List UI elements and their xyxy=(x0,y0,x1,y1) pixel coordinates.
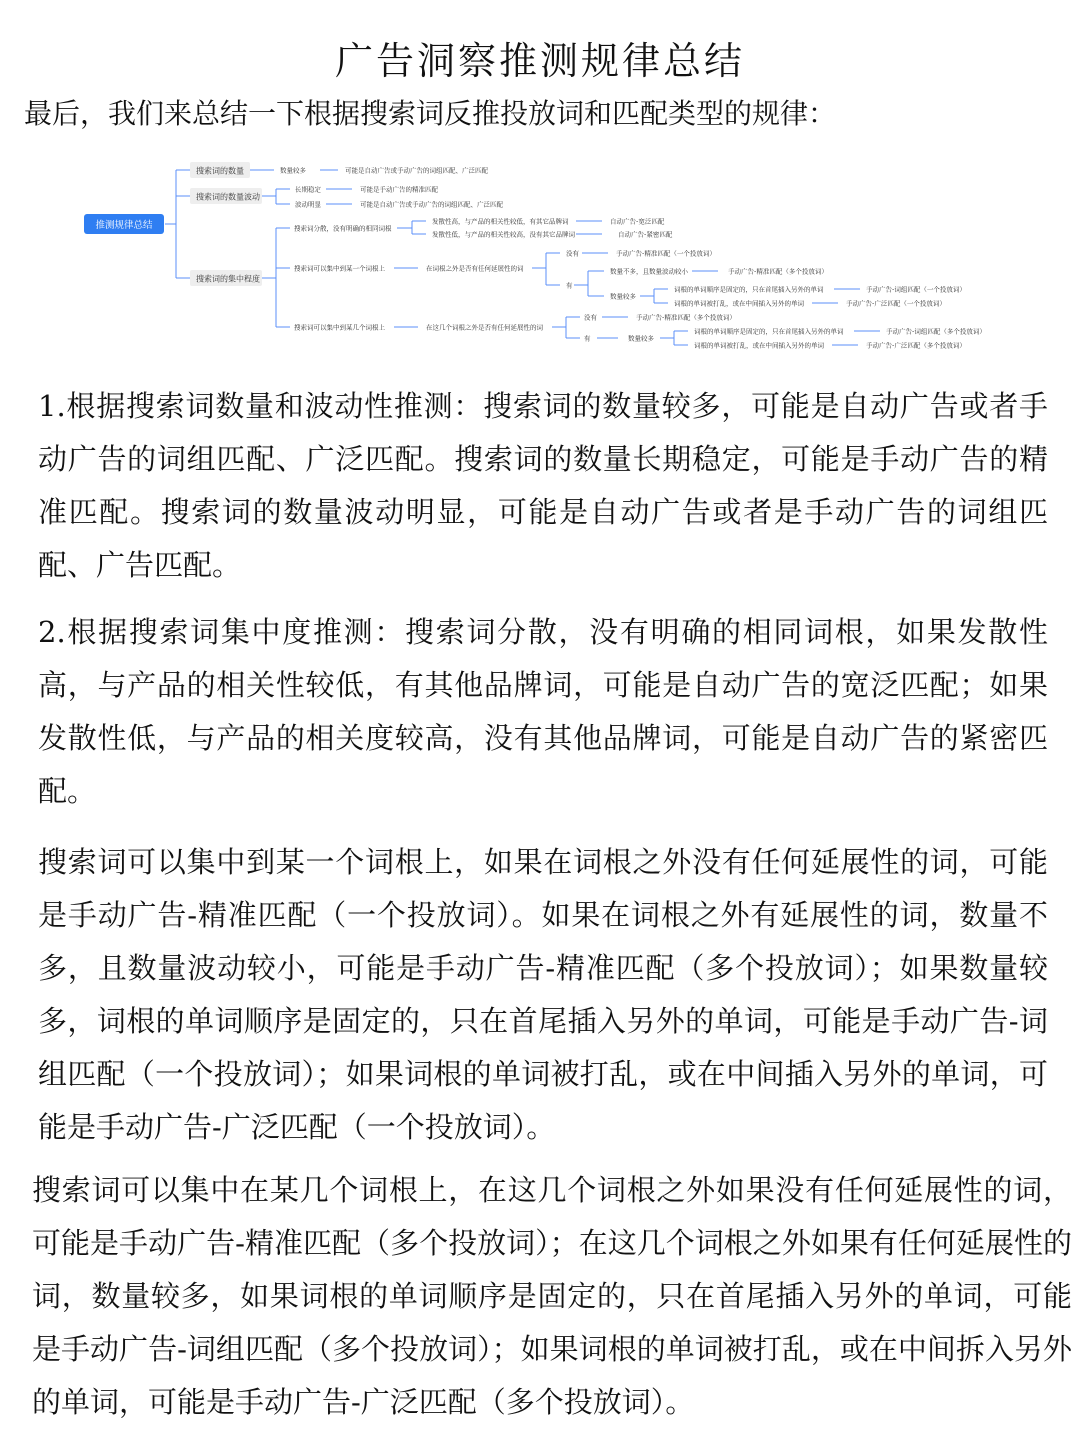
mindmap-b2-c2: 波动明显 xyxy=(295,200,321,209)
paragraph-3: 搜索词可以集中到某一个词根上，如果在词根之外没有任何延展性的词，可能是手动广告-精准匹配（一个投放词）。如果在词根之外有延展性的词，数量不多，且数量波动较小，可能是手动广告-精准匹配（多个投放词）；如果数量较多，词根的单词顺序是固定的，只在首尾插入另外的单词，可能是手动广告-词组匹配（一个投放词）；如果词根的单词被打乱，或在中间插入另外的单词，可能是手动广告-广泛匹配（一个投放词）。 xyxy=(38,845,1048,1144)
intro-text: 最后，我们来总结一下根据搜索词反推投放词和匹配类型的规律： xyxy=(24,97,837,130)
mindmap-s3-many: 数量较多 xyxy=(628,334,654,343)
mindmap-s2-m2-result: 手动广告-广泛匹配（一个投放词） xyxy=(846,299,946,308)
mindmap-s1-a: 发散性高，与产品的相关性较低，有其它品牌词 xyxy=(432,217,569,226)
mindmap-b3: 搜索词的集中程度 xyxy=(196,274,260,284)
mindmap-s2-few-result: 手动广告-精准匹配（多个投放词） xyxy=(728,267,828,276)
mindmap-s2-many: 数量较多 xyxy=(610,292,636,301)
mindmap-s3-yes: 有 xyxy=(584,334,591,343)
mindmap-s1-a-result: 自动广告-宽泛匹配 xyxy=(610,217,665,226)
mindmap-s1: 搜索词分散，没有明确的相同词根 xyxy=(294,224,392,233)
mindmap-s2-no: 没有 xyxy=(566,249,579,258)
mindmap-b1: 搜索词的数量 xyxy=(196,166,244,176)
mindmap-s3-m1-result: 手动广告-词组匹配（多个投放词） xyxy=(886,327,986,336)
paragraph-2: 2.根据搜索词集中度推测：搜索词分散，没有明确的相同词根，如果发散性高，与产品的相关性较低，有其他品牌词，可能是自动广告的宽泛匹配；如果发散性低，与产品的相关度较高，没有其他品牌词，可能是自动广告的紧密匹配。 xyxy=(38,615,1048,808)
mindmap-b2-c1: 长期稳定 xyxy=(295,185,321,194)
mindmap-b1-c1-result: 可能是自动广告或手动广告的词组匹配、广泛匹配 xyxy=(345,166,488,175)
paragraph-1: 1.根据搜索词数量和波动性推测：搜索词的数量较多，可能是自动广告或者手动广告的词组匹配、广泛匹配。搜索词的数量长期稳定，可能是手动广告的精准匹配。搜索词的数量波动明显，可能是自动广告或者是手动广告的词组匹配、广告匹配。 xyxy=(38,389,1048,582)
mindmap-s2-m1-result: 手动广告-词组匹配（一个投放词） xyxy=(866,285,966,294)
mindmap-s3: 搜索词可以集中到某几个词根上 xyxy=(294,323,385,332)
mindmap-s3-m2: 词根的单词被打乱，或在中间插入另外的单词 xyxy=(694,341,824,350)
mindmap-s2-m2: 词根的单词被打乱，或在中间插入另外的单词 xyxy=(674,299,804,308)
mindmap-b2-c1-result: 可能是手动广告的精准匹配 xyxy=(360,185,438,194)
mindmap-s3-m1: 词根的单词顺序是固定的，只在首尾插入另外的单词 xyxy=(694,327,844,336)
mindmap-b2: 搜索词的数量波动 xyxy=(196,192,260,202)
mindmap-s2-question: 在词根之外是否有任何延展性的词 xyxy=(426,264,524,273)
mindmap-s3-no-result: 手动广告-精准匹配（多个投放词） xyxy=(636,313,736,322)
mindmap-s2: 搜索词可以集中到某一个词根上 xyxy=(294,264,385,273)
mindmap-s3-m2-result: 手动广告-广泛匹配（多个投放词） xyxy=(866,341,966,350)
mindmap-root: 推测规律总结 xyxy=(95,220,153,231)
mindmap-s3-no: 没有 xyxy=(584,313,597,322)
mindmap-b2-c2-result: 可能是自动广告或手动广告的词组匹配、广泛匹配 xyxy=(360,200,503,209)
mindmap-s2-m1: 词根的单词顺序是固定的，只在首尾插入另外的单词 xyxy=(674,285,824,294)
mindmap-s2-no-result: 手动广告-精准匹配（一个投放词） xyxy=(616,249,716,258)
mindmap-s2-yes: 有 xyxy=(566,281,573,290)
paragraph-4: 搜索词可以集中在某几个词根上，在这几个词根之外如果没有任何延展性的词，可能是手动广告-精准匹配（多个投放词）；在这几个词根之外如果有任何延展性的词，数量较多，如果词根的单词顺序是固定的，只在首尾插入另外的单词，可能是手动广告-词组匹配（多个投放词）；如果词根的单词被打乱，或在中间拆入另外的单词，可能是手动广告-广泛匹配（多个投放词）。 xyxy=(32,1173,1072,1419)
mindmap-s3-question: 在这几个词根之外是否有任何延展性的词 xyxy=(426,323,543,332)
mindmap-s1-b: 发散性低，与产品的相关性较高，没有其它品牌词 xyxy=(432,230,575,239)
mind-map xyxy=(0,150,1080,360)
mindmap-s2-few: 数量不多，且数量波动较小 xyxy=(610,267,688,276)
page-title: 广告洞察推测规律总结 xyxy=(334,39,745,83)
mindmap-b1-c1: 数量较多 xyxy=(280,166,306,175)
mindmap-s1-b-result: 自动广告-紧密匹配 xyxy=(618,230,673,239)
